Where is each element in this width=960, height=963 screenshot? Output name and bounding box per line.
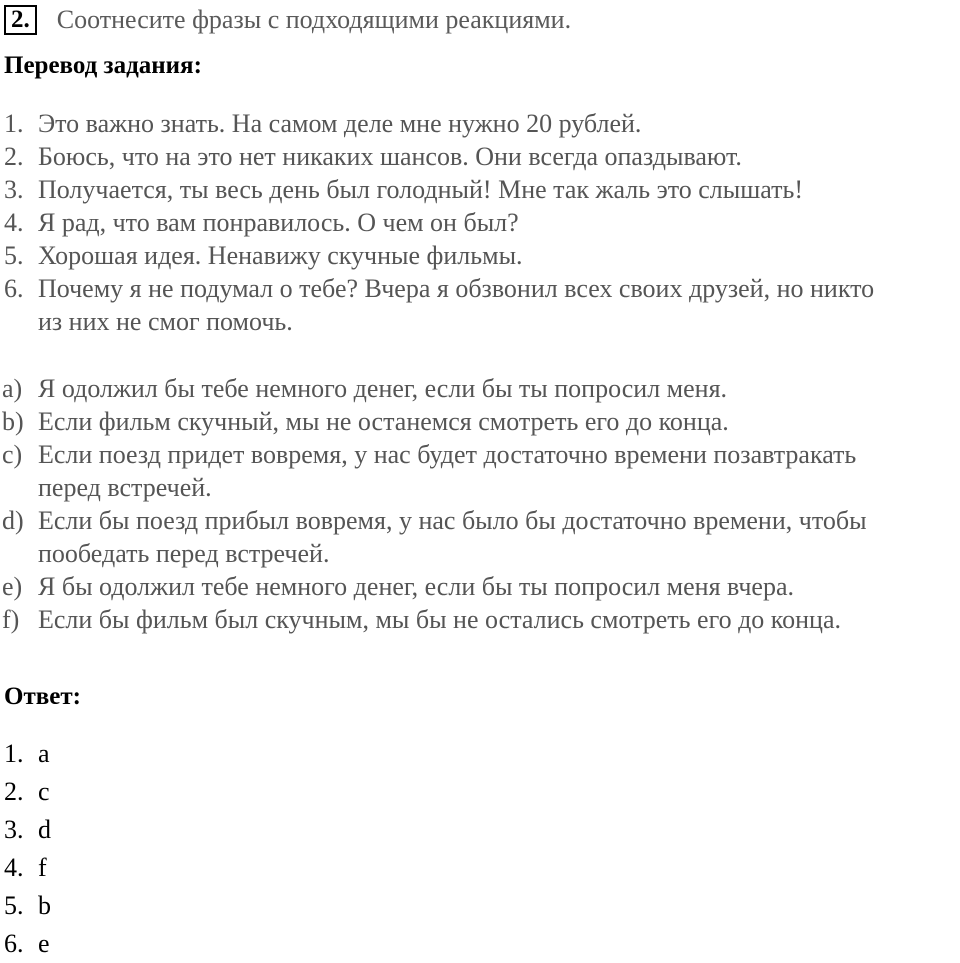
task-instruction: Соотнесите фразы с подходящими реакциями. <box>56 5 572 34</box>
reaction-text-line: Если бы фильм был скучным, мы бы не остались смотреть его до конца. <box>38 605 841 634</box>
answer-value: c <box>38 777 50 806</box>
reaction-marker: c) <box>2 440 23 469</box>
answer-value: a <box>38 739 50 768</box>
reaction-text-line: Я одолжил бы тебе немного денег, если бы ты попросил меня. <box>38 374 728 403</box>
reaction-text-line: Я бы одолжил тебе немного денег, если бы ты попросил меня вчера. <box>38 572 794 601</box>
phrase-text-line: Хорошая идея. Ненавижу скучные фильмы. <box>38 241 523 270</box>
answer-item <box>0 811 51 849</box>
reaction-marker: f) <box>2 605 20 634</box>
phrase-text-line: Почему я не подумал о тебе? Вчера я обзвонил всех своих друзей, но никто <box>38 274 875 303</box>
phrase-marker: 5. <box>4 241 24 270</box>
answer-value: b <box>38 891 51 920</box>
phrase-item <box>0 140 874 173</box>
phrases-list <box>0 107 874 338</box>
reaction-item <box>0 372 867 405</box>
phrase-item <box>0 107 874 140</box>
answer-value: f <box>38 853 47 882</box>
reaction-marker: e) <box>2 572 23 601</box>
phrase-text-line: Это важно знать. На самом деле мне нужно 20 рублей. <box>38 109 642 138</box>
phrase-text-line: из них не смог помочь. <box>38 307 293 336</box>
phrase-item <box>0 272 874 338</box>
phrase-marker: 1. <box>4 109 24 138</box>
answer-item <box>0 735 51 773</box>
translation-heading: Перевод задания: <box>4 52 202 79</box>
phrase-marker: 2. <box>4 142 24 171</box>
reaction-item <box>0 504 867 570</box>
answer-item <box>0 773 51 811</box>
reaction-marker: b) <box>2 407 24 436</box>
reaction-item <box>0 405 867 438</box>
phrase-text-line: Боюсь, что на это нет никаких шансов. Они всегда опаздывают. <box>38 142 742 171</box>
phrase-item <box>0 173 874 206</box>
reaction-text-line: пообедать перед встречей. <box>38 539 330 568</box>
answer-item <box>0 925 51 963</box>
phrase-marker: 3. <box>4 175 24 204</box>
phrase-marker: 6. <box>4 274 24 303</box>
answer-marker: 5. <box>4 891 24 920</box>
answer-item <box>0 849 51 887</box>
phrase-marker: 4. <box>4 208 24 237</box>
reaction-marker: a) <box>2 374 23 403</box>
phrase-item <box>0 239 874 272</box>
answer-marker: 6. <box>4 929 24 958</box>
answer-item <box>0 887 51 925</box>
answer-marker: 3. <box>4 815 24 844</box>
reaction-item <box>0 570 867 603</box>
answers-list <box>0 735 51 963</box>
answer-value: e <box>38 929 50 958</box>
reaction-text-line: Если поезд придет вовремя, у нас будет достаточно времени позавтракать <box>38 440 857 469</box>
phrase-item <box>0 206 874 239</box>
phrase-text-line: Получается, ты весь день был голодный! Мне так жаль это слышать! <box>38 175 803 204</box>
answer-heading: Ответ: <box>4 683 81 710</box>
answer-marker: 1. <box>4 739 24 768</box>
reaction-item <box>0 438 867 504</box>
answer-marker: 2. <box>4 777 24 806</box>
reaction-item <box>0 603 867 636</box>
phrase-text-line: Я рад, что вам понравилось. О чем он был? <box>38 208 519 237</box>
reaction-text-line: перед встречей. <box>38 473 212 502</box>
task-header <box>4 4 571 36</box>
task-number: 2. <box>4 5 37 35</box>
reactions-list <box>0 372 867 636</box>
reaction-text-line: Если фильм скучный, мы не останемся смотреть его до конца. <box>38 407 729 436</box>
answer-value: d <box>38 815 51 844</box>
reaction-text-line: Если бы поезд прибыл вовремя, у нас было бы достаточно времени, чтобы <box>38 506 867 535</box>
reaction-marker: d) <box>2 506 24 535</box>
answer-marker: 4. <box>4 853 24 882</box>
